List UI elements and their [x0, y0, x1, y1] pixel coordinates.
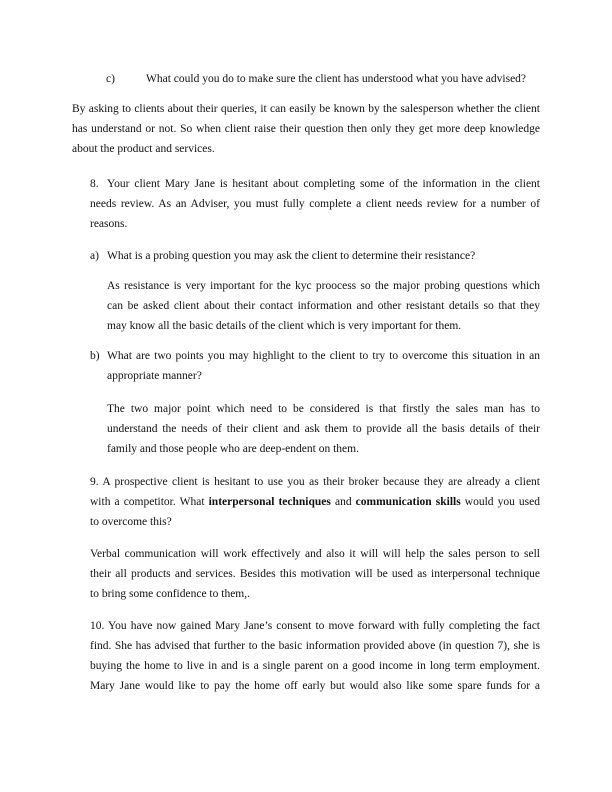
question-marker: 8.	[90, 178, 99, 190]
question-8a-text	[107, 246, 475, 266]
answer-line: Verbal communication will work effectively and also it will will help the sales person to sell	[90, 548, 540, 560]
answer-line: about the product and services.	[72, 143, 215, 155]
question-line: What are two points you may highlight to the client to try to overcome this situation in an	[107, 350, 540, 362]
answer-7c	[72, 99, 540, 159]
question-line: needs review. As an Adviser, you must fully complete a client needs review for a number of	[90, 198, 540, 210]
question-line: appropriate manner?	[107, 370, 202, 382]
answer-line: can be asked client about their contact information and other resistant details so that they	[107, 300, 540, 312]
question-9-text	[90, 472, 540, 532]
question-8b-text	[107, 346, 540, 386]
question-line: reasons.	[90, 218, 128, 230]
answer-line: family and those people who are deep-endent on them.	[107, 443, 359, 455]
question-line: buying the home to live in and is a single parent on a good income in long term employment.	[90, 660, 540, 672]
question-line: Your client Mary Jane is hesitant about completing some of the information in the client	[107, 178, 540, 190]
answer-8a	[107, 276, 540, 336]
question-marker: c)	[106, 73, 115, 85]
answer-line: has understand or not. So when client raise their question then only they get more deep knowledge	[72, 123, 540, 135]
question-line: find. She has advised that further to the basic information provided above (in question 7), she is	[90, 640, 540, 652]
answer-line: their all products and services. Besides this motivation will be used as interpersonal technique	[90, 568, 540, 580]
answer-line: By asking to clients about their queries, it can easily be known by the salesperson whether the client	[72, 103, 540, 115]
answer-8b	[107, 399, 540, 459]
answer-line: The two major point which need to be considered is that firstly the sales man has to	[107, 403, 540, 415]
question-line: What is a probing question you may ask the client to determine their resistance?	[107, 250, 476, 262]
bold-term: interpersonal techniques	[208, 496, 331, 508]
answer-9	[90, 544, 540, 604]
answer-line: may know all the basic details of the client which is very important for them.	[107, 320, 462, 332]
question-line: 10. You have now gained Mary Jane’s consent to move forward with fully completing the fact	[90, 620, 540, 632]
question-7c-text	[146, 69, 526, 89]
subquestion-marker: b)	[90, 350, 100, 362]
question-line: with a competitor. What interpersonal techniques and communication skills would you used	[90, 496, 540, 508]
answer-line: As resistance is very important for the kyc proocess so the major probing questions which	[107, 280, 540, 292]
question-line: 9. A prospective client is hesitant to use you as their broker because they are already a client	[90, 476, 540, 488]
question-line: to overcome this?	[90, 516, 172, 528]
answer-line: understand the needs of their client and ask them to provide all the basis details of their	[107, 423, 540, 435]
subquestion-marker: a)	[90, 250, 99, 262]
question-10-text	[90, 616, 540, 696]
question-line: Mary Jane would like to pay the home off early but would also like some spare funds for a	[90, 680, 540, 692]
question-8-text	[90, 174, 540, 234]
bold-term: communication skills	[355, 496, 461, 508]
question-line: What could you do to make sure the client has understood what you have advised?	[146, 73, 527, 85]
answer-line: to bring some confidence to them,.	[90, 588, 251, 600]
